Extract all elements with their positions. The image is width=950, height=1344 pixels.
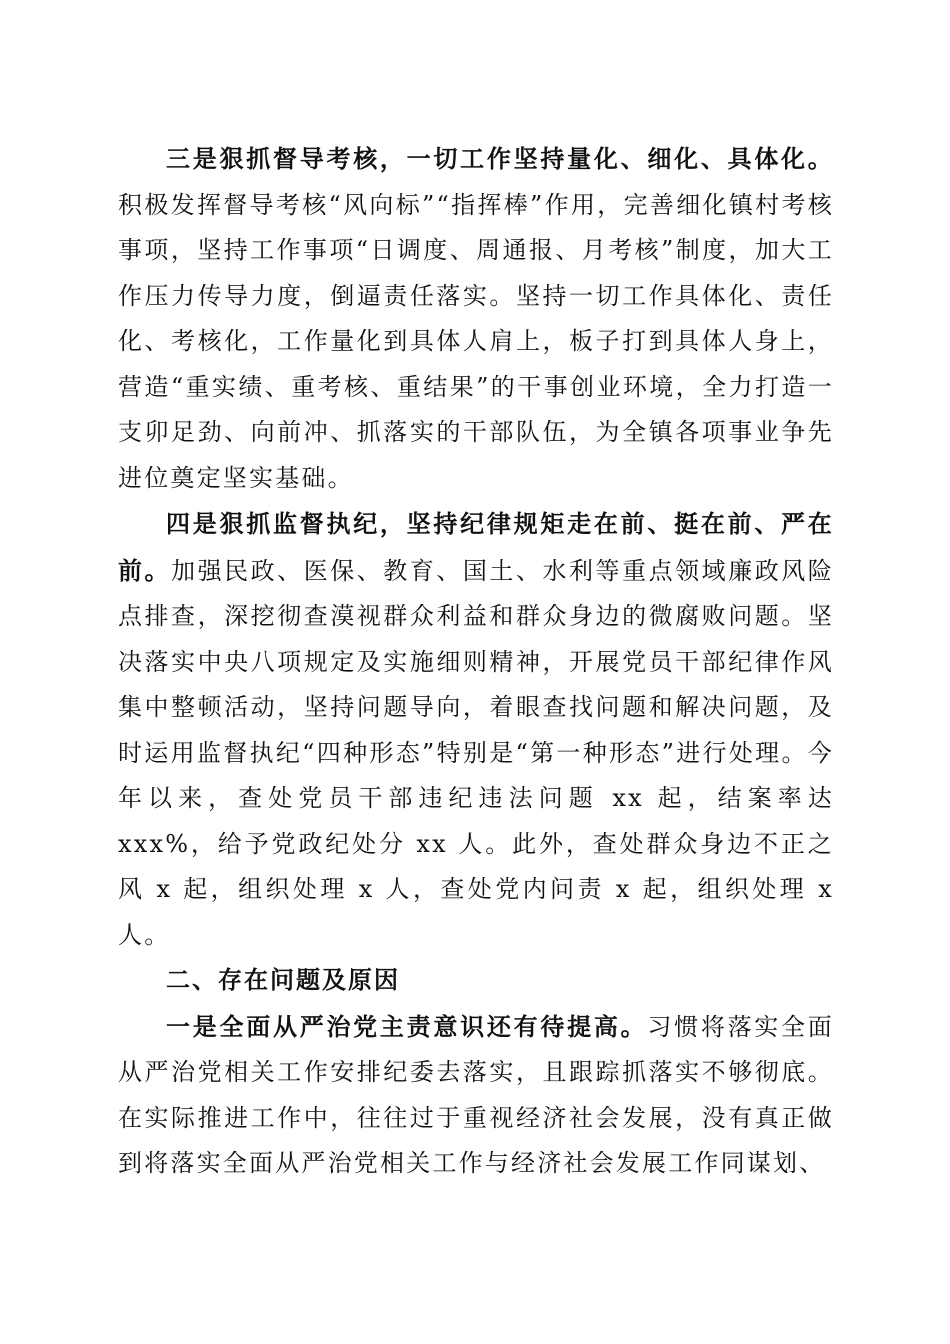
paragraph-discipline-supervision <box>118 501 834 958</box>
paragraph-supervision-assessment <box>118 136 834 501</box>
paragraph-body: 加强民政、医保、教育、国土、水利等重点领域廉政风险点排查，深挖彻查漠视群众利益和群众身边的微腐败问题。坚决落实中央八项规定及实施细则精神，开展党员干部纪律作风集中整顿活动，坚持问题导向，着眼查找问题和解决问题，及时运用监督执纪“四种形态”特别是“第一种形态”进行处理。今年以来，查处党员干部违纪违法问题 xx 起，结案率达 xxx%，给予党政纪处分 xx 人。此外，查处群众身边不正之风 x 起，组织处理 x 人，查处党内问责 x 起，组织处理 x 人。 <box>118 556 834 949</box>
paragraph-lead: 三是狠抓督导考核，一切工作坚持量化、细化、具体化。 <box>166 144 834 173</box>
paragraph-body: 积极发挥督导考核“风向标”“指挥棒”作用，完善细化镇村考核事项，坚持工作事项“日调度、周通报、月考核”制度，加大工作压力传导力度，倒逼责任落实。坚持一切工作具体化、责任化、考核化，工作量化到具体人肩上，板子打到具体人身上，营造“重实绩、重考核、重结果”的干事创业环境，全力打造一支卯足劲、向前冲、抓落实的干部队伍，为全镇各项事业争先进位奠定坚实基础。 <box>118 190 834 492</box>
section-heading: 二、存在问题及原因 <box>166 966 400 994</box>
paragraph-lead: 四是狠抓监督执纪，坚持纪律规矩走在前、挺在前、严在前。 <box>118 509 834 585</box>
paragraph-body: 习惯将落实全面从严治党相关工作安排纪委去落实，且跟踪抓落实不够彻底。在实际推进工作中，往往过于重视经济社会发展，没有真正做到将落实全面从严治党相关工作与经济社会发展工作同谋划、 <box>118 1012 834 1177</box>
document-body <box>118 136 834 1187</box>
paragraph-responsibility-awareness <box>118 1004 834 1187</box>
paragraph-lead: 一是全面从严治党主责意识还有待提高。 <box>166 1011 648 1041</box>
